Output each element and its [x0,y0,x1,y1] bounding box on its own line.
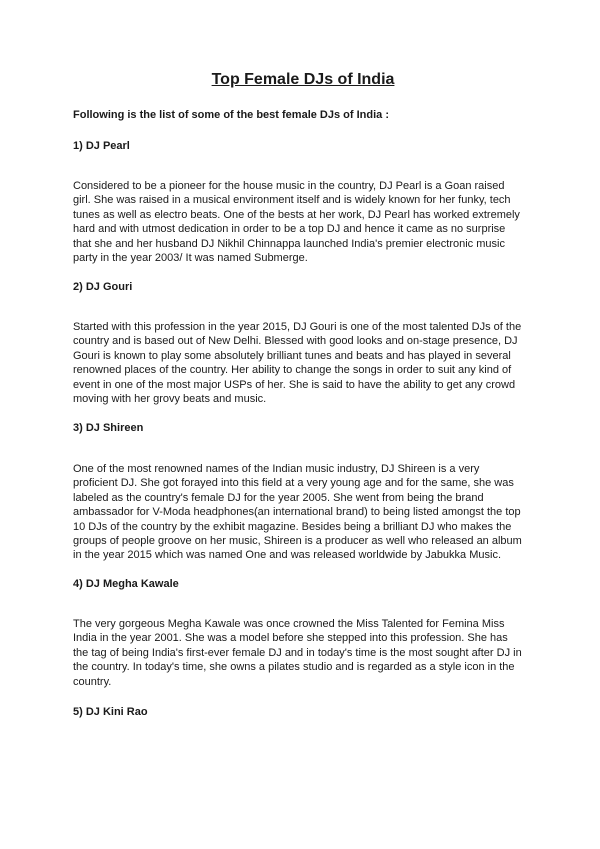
body-line: The very gorgeous Megha Kawale was once crowned the Miss Talented for Femina Miss [73,618,505,630]
section-heading-dj-shireen: 3) DJ Shireen [73,422,144,434]
body-line: Started with this profession in the year 2015, DJ Gouri is one of the most talented DJs of the [73,321,522,333]
body-line: labeled as the country's female DJ for the year 2005. She went from being the brand [73,491,484,504]
body-line: event in one of the most major USPs of her. She is said to have the ability to get any crowd [73,378,516,391]
body-line: hard and with utmost dedication in order to be a top DJ and hence it came as no surprise [73,223,506,236]
section-heading-dj-pearl: 1) DJ Pearl [73,140,130,152]
body-line: ambassador for V-Moda headphones(an international brand) to being listed amongst the top [73,506,521,519]
body-line: the tag of being India's first-ever female DJ and in today's time is the most sought after DJ in [73,646,522,659]
section-body-dj-megha-kawale [73,617,533,689]
body-line: moving with her grovy beats and music. [73,393,267,406]
body-line: girl. She was raised in a musical environment itself and is widely known for her funky, tech [73,194,511,207]
section-heading-dj-kini-rao: 5) DJ Kini Rao [73,706,148,718]
body-line: One of the most renowned names of the Indian music industry, DJ Shireen is a very [73,463,480,475]
section-body-dj-gouri [73,320,533,406]
body-line: in the year 2015 which was named One and was released worldwide by Jabukka Music. [73,549,502,562]
body-line: party in the year 2003/ It was named Submerge. [73,252,308,265]
section-body-dj-pearl [73,179,533,265]
body-line: the country. In today's time, she owns a pilates studio and is regarded as a style icon in the [73,661,515,674]
body-line: proficient DJ. She got forayed into this field at a very young age and for the same, she was [73,477,514,490]
body-line: country. [73,675,112,688]
body-line: groups of people groove on her music, Shireen is a producer as well who released an album [73,535,522,548]
document-title: Top Female DJs of India [211,71,395,88]
body-line: Gouri is known to play some absolutely brilliant tunes and beats and has played in several [73,349,511,362]
body-line: that she and her husband DJ Nikhil Chinnappa launched India's premier electronic music [73,237,505,250]
section-heading-dj-gouri: 2) DJ Gouri [73,281,133,293]
body-line: 10 DJs of the country by the exhibit magazine. Besides being a brilliant DJ who makes the [73,520,512,533]
body-line: Considered to be a pioneer for the house music in the country, DJ Pearl is a Goan raised [73,180,505,192]
body-line: India in the year 2001. She was a model before she stepped into this profession. She has [73,632,508,645]
intro-text: Following is the list of some of the best female DJs of India : [73,109,389,121]
section-body-dj-shireen [73,462,533,563]
body-line: tunes as well as electro beats. One of the bests at her work, DJ Pearl has worked extremely [73,208,520,221]
section-heading-dj-megha-kawale: 4) DJ Megha Kawale [73,578,179,590]
body-line: country and is based out of New Delhi. Blessed with good looks and on-stage presence, DJ [73,335,518,348]
body-line: renowned places of the country. Her ability to change the songs in order to suit any kind of [73,364,512,377]
